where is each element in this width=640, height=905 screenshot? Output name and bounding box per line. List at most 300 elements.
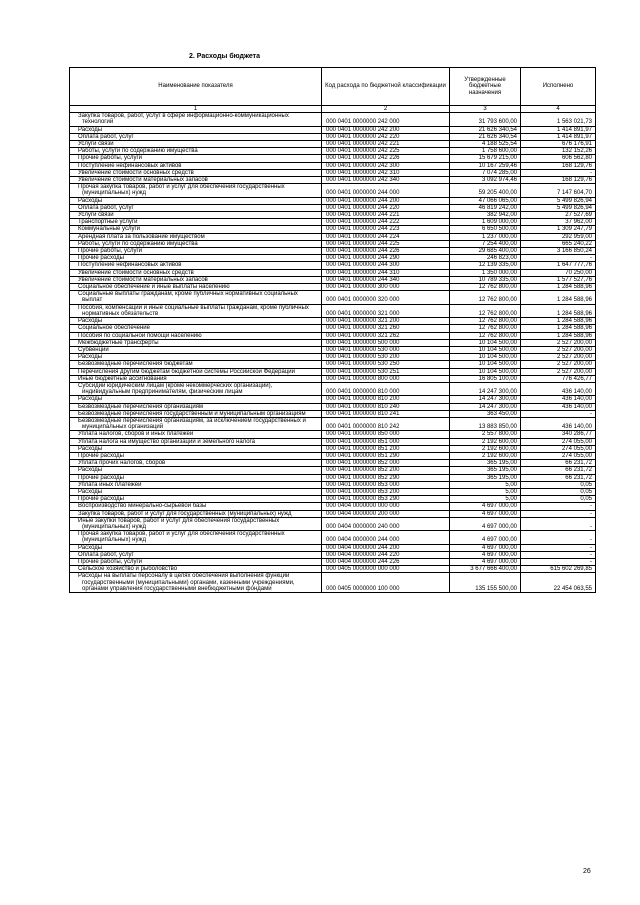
row-executed: 0,05 (521, 481, 596, 488)
row-approved: 12 762 800,00 (450, 325, 521, 332)
row-approved: 4 697 000,00 (450, 544, 521, 551)
row-approved: 14 247 300,00 (450, 403, 521, 410)
row-code: 000 0401 0000000 242 200 (322, 126, 450, 133)
row-approved: 1 609 000,00 (450, 219, 521, 226)
row-approved: 4 697 000,00 (450, 559, 521, 566)
row-executed: 66 231,72 (521, 460, 596, 467)
row-executed: - (521, 559, 596, 566)
row-executed: 436 140,00 (521, 396, 596, 403)
row-executed: 22 454 063,55 (521, 573, 596, 593)
table-row (70, 544, 596, 551)
row-approved: 14 247 300,00 (450, 396, 521, 403)
row-code: 000 0401 0000000 244 310 (322, 269, 450, 276)
row-approved: 5,00 (450, 481, 521, 488)
row-approved: 12 762 800,00 (450, 291, 521, 304)
row-executed: 27 527,69 (521, 212, 596, 219)
row-approved: 47 066 065,00 (450, 197, 521, 204)
row-code: 000 0401 0000000 852 290 (322, 474, 450, 481)
row-name: Социальное обеспечение и иные выплаты населению (70, 284, 322, 291)
row-code: 000 0404 0000000 244 000 (322, 531, 450, 544)
row-code: 000 0401 0000000 321 260 (322, 325, 450, 332)
row-approved: 5,00 (450, 488, 521, 495)
row-approved: 10 167 259,46 (450, 162, 521, 169)
row-code: 000 0401 0000000 810 240 (322, 403, 450, 410)
row-approved: 3 677 666 400,00 (450, 566, 521, 573)
row-executed: 70 250,00 (521, 269, 596, 276)
row-name: Расходы (70, 544, 322, 551)
row-code: 000 0401 0000000 244 222 (322, 219, 450, 226)
row-approved: 4 697 000,00 (450, 531, 521, 544)
table-row (70, 133, 596, 140)
row-executed: 1 284 588,96 (521, 325, 596, 332)
row-name: Безвозмездные перечисления государственным и муниципальным организациям (70, 410, 322, 417)
row-approved: 10 104 500,00 (450, 346, 521, 353)
row-approved: 46 819 242,00 (450, 204, 521, 211)
column-number: 2 (322, 106, 450, 113)
row-code: 000 0404 0000000 244 226 (322, 559, 450, 566)
row-name: Пособия, компенсации и иные социальные выплаты гражданам, кроме публичных нормативных обязательств (70, 304, 322, 317)
row-executed: 1 284 588,96 (521, 291, 596, 304)
row-name: Оплата работ, услуг (70, 204, 322, 211)
row-code: 000 0401 0000000 321 000 (322, 304, 450, 317)
row-name: Увеличение стоимости материальных запасов (70, 177, 322, 184)
table-row (70, 431, 596, 438)
row-code: 000 0401 0000000 320 000 (322, 291, 450, 304)
row-name: Работы, услуги по содержанию имущества (70, 240, 322, 247)
row-name: Перечисления другим бюджетам бюджетной системы Российской Федерации (70, 368, 322, 375)
row-approved: 4 188 525,54 (450, 141, 521, 148)
row-executed: 66 231,72 (521, 474, 596, 481)
table-row (70, 255, 596, 262)
row-name: Прочие расходы (70, 452, 322, 459)
row-approved: 5,00 (450, 496, 521, 503)
table-row (70, 503, 596, 510)
table-row (70, 318, 596, 325)
row-name: Расходы (70, 445, 322, 452)
row-name: Воспроизводство минерально-сырьевой базы (70, 503, 322, 510)
table-row (70, 510, 596, 517)
table-row (70, 496, 596, 503)
header-indicator-name: Наименование показателя (70, 68, 322, 106)
row-code: 000 0401 0000000 850 000 (322, 431, 450, 438)
row-name: Расходы (70, 467, 322, 474)
row-executed: 2 527 200,00 (521, 339, 596, 346)
row-code: 000 0401 0000000 242 220 (322, 133, 450, 140)
row-approved: 365 195,00 (450, 467, 521, 474)
row-code: 000 0401 0000000 810 242 (322, 417, 450, 430)
row-executed: 2 527 200,00 (521, 368, 596, 375)
table-row (70, 284, 596, 291)
row-executed: 2 527 200,00 (521, 346, 596, 353)
row-name: Уплата иных платежей (70, 481, 322, 488)
row-code: 000 0401 0000000 800 000 (322, 375, 450, 382)
table-header-row (70, 68, 596, 106)
row-name: Прочие расходы (70, 255, 322, 262)
table-row (70, 566, 596, 573)
row-executed: 66 231,72 (521, 467, 596, 474)
row-executed: - (521, 510, 596, 517)
row-executed: 7 147 604,70 (521, 184, 596, 197)
row-code: 000 0401 0000000 530 200 (322, 354, 450, 361)
table-row (70, 126, 596, 133)
row-executed: 274 055,00 (521, 452, 596, 459)
row-approved: 135 155 500,00 (450, 573, 521, 593)
table-row (70, 354, 596, 361)
row-approved: 2 192 600,00 (450, 438, 521, 445)
table-row (70, 551, 596, 558)
row-name: Работы, услуги по содержанию имущества (70, 148, 322, 155)
row-code: 000 0401 0000000 244 226 (322, 248, 450, 255)
table-row (70, 233, 596, 240)
row-name: Расходы (70, 488, 322, 495)
row-name: Межбюджетные трансферты (70, 339, 322, 346)
row-code: 000 0401 0000000 242 300 (322, 162, 450, 169)
row-code: 000 0401 0000000 851 290 (322, 452, 450, 459)
table-row (70, 269, 596, 276)
row-code: 000 0401 0000000 500 000 (322, 339, 450, 346)
row-code: 000 0401 0000000 321 200 (322, 318, 450, 325)
row-approved: 365 195,00 (450, 474, 521, 481)
row-name: Закупка товаров, работ, услуг в сфере информационно-коммуникационных технологий (70, 113, 322, 126)
row-name: Безвозмездные перечисления бюджетам (70, 361, 322, 368)
row-name: Прочие расходы (70, 496, 322, 503)
table-row (70, 169, 596, 176)
table-row (70, 467, 596, 474)
row-executed: 274 055,00 (521, 438, 596, 445)
row-code: 000 0401 0000000 321 262 (322, 332, 450, 339)
row-name: Расходы (70, 126, 322, 133)
row-name: Оплата работ, услуг (70, 551, 322, 558)
row-executed: 1 414 891,97 (521, 133, 596, 140)
row-approved: 12 762 800,00 (450, 332, 521, 339)
row-name: Расходы (70, 318, 322, 325)
row-approved: 2 192 600,00 (450, 445, 521, 452)
row-executed: 340 286,77 (521, 431, 596, 438)
table-row (70, 184, 596, 197)
table-row (70, 339, 596, 346)
table-row (70, 262, 596, 269)
table-row (70, 148, 596, 155)
row-approved: 1 350 000,00 (450, 269, 521, 276)
row-executed: 2 527 200,00 (521, 361, 596, 368)
row-code: 000 0404 0000000 240 000 (322, 517, 450, 530)
table-row (70, 474, 596, 481)
row-name: Иные бюджетные ассигнования (70, 375, 322, 382)
table-row (70, 332, 596, 339)
row-approved: 10 104 500,00 (450, 354, 521, 361)
row-executed: 606 562,80 (521, 155, 596, 162)
table-row (70, 481, 596, 488)
table-row (70, 375, 596, 382)
row-code: 000 0405 0000000 000 000 (322, 566, 450, 573)
row-executed: 776 426,77 (521, 375, 596, 382)
table-row (70, 276, 596, 283)
row-code: 000 0401 0000000 244 300 (322, 262, 450, 269)
row-approved: 4 697 000,00 (450, 510, 521, 517)
row-code: 000 0404 0000000 200 000 (322, 510, 450, 517)
row-executed: 1 284 588,96 (521, 304, 596, 317)
row-name: Расходы (70, 354, 322, 361)
row-approved: 2 192 600,00 (450, 452, 521, 459)
row-approved: 382 942,00 (450, 212, 521, 219)
row-code: 000 0401 0000000 300 000 (322, 284, 450, 291)
row-executed: - (521, 255, 596, 262)
row-name: Прочая закупка товаров, работ и услуг для обеспечения государственных (муниципальных) нужд (70, 184, 322, 197)
table-row (70, 396, 596, 403)
header-approved: Утвержденные бюджетные назначения (450, 68, 521, 106)
row-approved: 2 557 800,00 (450, 431, 521, 438)
row-approved: 13 883 850,00 (450, 417, 521, 430)
row-name: Поступление нефинансовых активов (70, 162, 322, 169)
row-name: Коммунальные услуги (70, 226, 322, 233)
row-executed: 5 499 826,94 (521, 197, 596, 204)
row-executed: - (521, 544, 596, 551)
row-name: Иные закупки товаров, работ и услуг для обеспечения государственных (муниципальных) нужд (70, 517, 322, 530)
table-row (70, 240, 596, 247)
row-executed: 3 166 850,24 (521, 248, 596, 255)
row-code: 000 0401 0000000 530 250 (322, 361, 450, 368)
row-code: 000 0401 0000000 851 200 (322, 445, 450, 452)
row-executed: 436 140,00 (521, 382, 596, 395)
row-code: 000 0401 0000000 244 225 (322, 240, 450, 247)
row-code: 000 0401 0000000 244 290 (322, 255, 450, 262)
row-name: Закупка товаров, работ и услуг для государственных (муниципальных) нужд (70, 510, 322, 517)
table-row (70, 445, 596, 452)
row-code: 000 0401 0000000 530 000 (322, 346, 450, 353)
row-approved: 1 237 000,00 (450, 233, 521, 240)
row-name: Уплата налога на имущество организаций и земельного налога (70, 438, 322, 445)
row-code: 000 0401 0000000 810 241 (322, 410, 450, 417)
table-row (70, 248, 596, 255)
column-number: 4 (521, 106, 596, 113)
table-row (70, 177, 596, 184)
row-approved: 4 697 000,00 (450, 503, 521, 510)
row-code: 000 0405 0000000 100 000 (322, 573, 450, 593)
table-row (70, 219, 596, 226)
table-row (70, 162, 596, 169)
row-name: Поступление нефинансовых активов (70, 262, 322, 269)
row-executed: 0,05 (521, 496, 596, 503)
row-name: Безвозмездные перечисления организациям (70, 403, 322, 410)
row-approved: 7 254 400,00 (450, 240, 521, 247)
row-approved: 246 823,00 (450, 255, 521, 262)
row-executed: 1 284 588,96 (521, 332, 596, 339)
table-row (70, 113, 596, 126)
row-code: 000 0401 0000000 242 310 (322, 169, 450, 176)
row-approved: 3 092 974,46 (450, 177, 521, 184)
row-name: Уплата прочих налогов, сборов (70, 460, 322, 467)
row-name: Социальное обеспечение (70, 325, 322, 332)
row-executed: 665 240,22 (521, 240, 596, 247)
row-approved: 31 793 600,00 (450, 113, 521, 126)
row-approved: 4 697 000,00 (450, 551, 521, 558)
row-approved: 10 104 500,00 (450, 368, 521, 375)
row-code: 000 0401 0000000 242 226 (322, 155, 450, 162)
row-approved: 10 104 500,00 (450, 339, 521, 346)
row-code: 000 0401 0000000 244 223 (322, 226, 450, 233)
row-approved: 12 762 800,00 (450, 304, 521, 317)
table-row (70, 573, 596, 593)
table-row (70, 346, 596, 353)
row-executed: 0,05 (521, 488, 596, 495)
row-code: 000 0401 0000000 853 000 (322, 481, 450, 488)
row-name: Услуги связи (70, 212, 322, 219)
row-executed: 436 140,00 (521, 403, 596, 410)
row-executed: 1 577 527,76 (521, 276, 596, 283)
row-code: 000 0401 0000000 244 340 (322, 276, 450, 283)
row-code: 000 0401 0000000 242 000 (322, 113, 450, 126)
table-row (70, 155, 596, 162)
column-number: 3 (450, 106, 521, 113)
table-row (70, 197, 596, 204)
table-row (70, 410, 596, 417)
row-name: Оплата работ, услуг (70, 133, 322, 140)
row-executed: 1 309 247,79 (521, 226, 596, 233)
row-name: Расходы (70, 396, 322, 403)
row-name: Субсидии юридическим лицам (кроме некоммерческих организаций), индивидуальным предпринимателям, физическим лицам (70, 382, 322, 395)
table-row (70, 304, 596, 317)
table-row (70, 141, 596, 148)
row-executed: 274 055,00 (521, 445, 596, 452)
row-executed: - (521, 531, 596, 544)
row-executed: - (521, 551, 596, 558)
table-row (70, 204, 596, 211)
row-approved: 12 139 335,00 (450, 262, 521, 269)
row-code: 000 0401 0000000 244 221 (322, 212, 450, 219)
row-approved: 16 805 100,00 (450, 375, 521, 382)
row-executed: 168 129,76 (521, 177, 596, 184)
row-executed: 1 284 588,96 (521, 284, 596, 291)
row-code: 000 0401 0000000 810 200 (322, 396, 450, 403)
row-approved: 365 195,00 (450, 460, 521, 467)
table-row (70, 417, 596, 430)
row-approved: 1 758 600,00 (450, 148, 521, 155)
row-executed: 132 152,26 (521, 148, 596, 155)
budget-expenses-table (69, 67, 596, 593)
row-code: 000 0401 0000000 244 220 (322, 204, 450, 211)
row-approved: 7 074 285,00 (450, 169, 521, 176)
row-approved: 4 697 000,00 (450, 517, 521, 530)
row-code: 000 0401 0000000 852 200 (322, 467, 450, 474)
table-row (70, 559, 596, 566)
row-executed: 2 527 200,00 (521, 354, 596, 361)
row-code: 000 0404 0000000 244 220 (322, 551, 450, 558)
row-executed: 37 962,00 (521, 219, 596, 226)
row-name: Социальные выплаты гражданам, кроме публичных нормативных социальных выплат (70, 291, 322, 304)
row-executed: - (521, 503, 596, 510)
table-row (70, 403, 596, 410)
table-row (70, 325, 596, 332)
row-executed: 1 414 891,97 (521, 126, 596, 133)
row-name: Расходы (70, 197, 322, 204)
row-executed: - (521, 169, 596, 176)
table-row (70, 361, 596, 368)
row-approved: 10 789 335,00 (450, 276, 521, 283)
row-name: Прочие расходы (70, 474, 322, 481)
row-approved: 21 626 340,54 (450, 126, 521, 133)
row-executed: 676 176,91 (521, 141, 596, 148)
row-code: 000 0401 0000000 530 251 (322, 368, 450, 375)
row-approved: 12 762 800,00 (450, 284, 521, 291)
row-approved: 59 205 400,00 (450, 184, 521, 197)
row-approved: 363 450,00 (450, 410, 521, 417)
row-executed: 436 140,00 (521, 417, 596, 430)
table-row (70, 438, 596, 445)
table-row (70, 488, 596, 495)
row-executed: 168 129,76 (521, 162, 596, 169)
table-row (70, 212, 596, 219)
section-title: 2. Расходы бюджета (189, 53, 260, 60)
row-approved: 6 650 500,00 (450, 226, 521, 233)
table-row (70, 517, 596, 530)
header-expense-code: Код расхода по бюджетной классификации (322, 68, 450, 106)
row-code: 000 0401 0000000 244 000 (322, 184, 450, 197)
row-code: 000 0401 0000000 851 000 (322, 438, 450, 445)
row-code: 000 0401 0000000 810 000 (322, 382, 450, 395)
row-name: Прочая закупка товаров, работ и услуг для обеспечения государственных (муниципальных) нужд (70, 531, 322, 544)
row-code: 000 0401 0000000 853 200 (322, 488, 450, 495)
table-row (70, 226, 596, 233)
row-code: 000 0401 0000000 242 340 (322, 177, 450, 184)
table-row (70, 531, 596, 544)
row-name: Прочие работы, услуги (70, 248, 322, 255)
row-approved: 29 685 400,00 (450, 248, 521, 255)
row-name: Прочие работы, услуги (70, 559, 322, 566)
row-approved: 15 679 215,00 (450, 155, 521, 162)
row-approved: 14 247 300,00 (450, 382, 521, 395)
row-name: Увеличение стоимости основных средств (70, 169, 322, 176)
row-approved: 21 626 340,54 (450, 133, 521, 140)
row-name: Сельское хозяйство и рыболовство (70, 566, 322, 573)
row-name: Безвозмездные перечисления организациям, за исключением государственных и муниципальных организаций (70, 417, 322, 430)
row-name: Уплата налогов, сборов и иных платежей (70, 431, 322, 438)
row-code: 000 0404 0000000 244 200 (322, 544, 450, 551)
row-code: 000 0401 0000000 242 225 (322, 148, 450, 155)
table-row (70, 368, 596, 375)
row-executed: - (521, 517, 596, 530)
table-row (70, 460, 596, 467)
page-number: 26 (583, 868, 591, 875)
row-name: Услуги связи (70, 141, 322, 148)
row-executed: - (521, 410, 596, 417)
row-name: Транспортные услуги (70, 219, 322, 226)
table-row (70, 291, 596, 304)
row-name: Прочие работы, услуги (70, 155, 322, 162)
row-name: Пособия по социальной помощи населению (70, 332, 322, 339)
row-executed: 1 284 588,96 (521, 318, 596, 325)
row-name: Арендная плата за пользование имуществом (70, 233, 322, 240)
row-name: Субвенции (70, 346, 322, 353)
table-row (70, 382, 596, 395)
table-row (70, 452, 596, 459)
row-executed: 1 563 021,73 (521, 113, 596, 126)
header-executed: Исполнено (521, 68, 596, 106)
row-executed: 1 647 777,76 (521, 262, 596, 269)
row-code: 000 0401 0000000 244 224 (322, 233, 450, 240)
row-executed: 615 602 269,85 (521, 566, 596, 573)
row-name: Расходы на выплаты персоналу в целях обеспечения выполнения функций государственными (муниципальными) органами, казенными учреждениями, органами управления государственными внебюджетными фондами (70, 573, 322, 593)
column-number: 1 (70, 106, 322, 113)
row-name: Увеличение стоимости основных средств (70, 269, 322, 276)
row-approved: 10 104 500,00 (450, 361, 521, 368)
row-code: 000 0401 0000000 244 200 (322, 197, 450, 204)
column-number-row (70, 106, 596, 113)
row-executed: 292 959,00 (521, 233, 596, 240)
row-code: 000 0401 0000000 242 221 (322, 141, 450, 148)
row-executed: 5 499 826,94 (521, 204, 596, 211)
table-body (70, 113, 596, 593)
row-name: Увеличение стоимости материальных запасов (70, 276, 322, 283)
